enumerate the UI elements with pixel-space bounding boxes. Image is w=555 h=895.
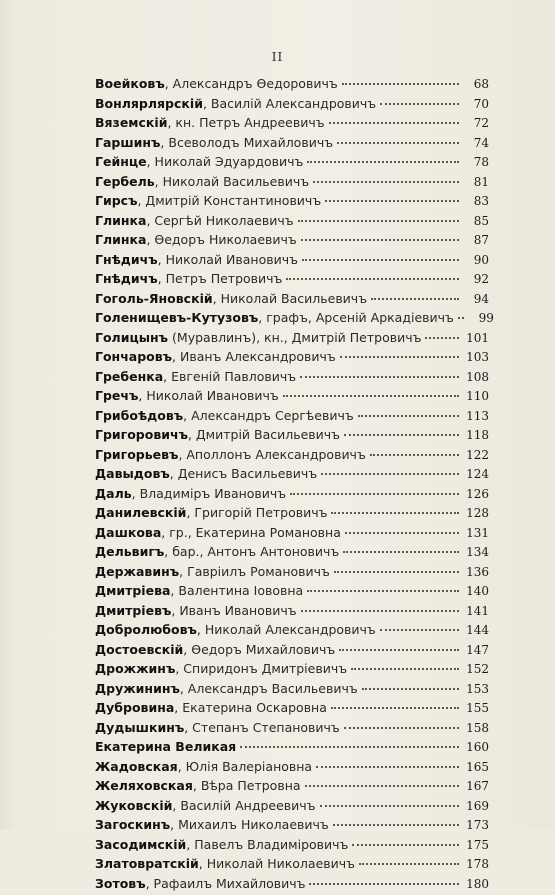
index-list xyxy=(95,76,489,895)
entry-given-name: , Дмитрій Васильевичъ xyxy=(188,427,340,442)
dot-leader xyxy=(358,415,459,417)
dot-leader xyxy=(331,512,459,514)
entry-given-name: , Дмитрій Константиновичъ xyxy=(137,193,321,208)
entry-page-number: 175 xyxy=(463,838,489,852)
index-entry xyxy=(95,759,489,779)
entry-page-number: 118 xyxy=(463,428,489,442)
index-entry xyxy=(95,622,489,642)
entry-given-name: , Василій Александровичъ xyxy=(203,96,376,111)
dot-leader xyxy=(321,473,459,475)
entry-name xyxy=(95,388,279,403)
entry-given-name: , Александръ Сергѣевичъ xyxy=(183,408,354,423)
entry-given-name: , Евгеній Павловичъ xyxy=(163,369,296,384)
entry-given-name: , Денисъ Васильевичъ xyxy=(170,466,317,481)
entry-page-number: 131 xyxy=(463,526,489,540)
entry-page-number: 101 xyxy=(463,331,489,345)
dot-leader xyxy=(298,220,459,222)
entry-page-number: 126 xyxy=(463,487,489,501)
entry-given-name: , Николай Ивановичъ xyxy=(158,252,298,267)
index-entry xyxy=(95,837,489,857)
index-entry xyxy=(95,720,489,740)
dot-leader xyxy=(351,668,459,670)
entry-page-number: 128 xyxy=(463,506,489,520)
dot-leader xyxy=(290,493,459,495)
dot-leader xyxy=(359,863,459,865)
dot-leader xyxy=(343,551,459,553)
dot-leader xyxy=(302,259,459,261)
entry-page-number: 124 xyxy=(463,467,489,481)
dot-leader xyxy=(380,629,459,631)
entry-surname: Дружининъ xyxy=(95,681,180,696)
entry-given-name: , бар., Антонъ Антоновичъ xyxy=(164,544,339,559)
entry-surname: Глинка xyxy=(95,213,146,228)
index-entry xyxy=(95,213,489,233)
entry-surname: Воейковъ xyxy=(95,76,165,91)
index-entry xyxy=(95,447,489,467)
index-entry xyxy=(95,661,489,681)
entry-name xyxy=(95,700,327,715)
entry-surname: Дудышкинъ xyxy=(95,720,184,735)
entry-surname: Златовратскій xyxy=(95,856,199,871)
dot-leader xyxy=(301,610,459,612)
dot-leader xyxy=(339,649,459,651)
entry-page-number: 152 xyxy=(463,662,489,676)
dot-leader xyxy=(325,200,459,202)
entry-page-number: 83 xyxy=(463,194,489,208)
entry-surname: Гречъ xyxy=(95,388,138,403)
index-entry xyxy=(95,798,489,818)
entry-page-number: 147 xyxy=(463,643,489,657)
entry-page-number: 122 xyxy=(463,448,489,462)
entry-name xyxy=(95,135,333,150)
dot-leader xyxy=(283,395,459,397)
entry-name xyxy=(95,642,335,657)
entry-name xyxy=(95,291,367,306)
entry-page-number: 92 xyxy=(463,272,489,286)
entry-name xyxy=(95,681,358,696)
index-entry xyxy=(95,369,489,389)
entry-given-name: , гр., Екатерина Романовна xyxy=(161,525,341,540)
entry-page-number: 178 xyxy=(463,857,489,871)
entry-page-number: 160 xyxy=(463,740,489,754)
entry-page-number: 78 xyxy=(463,155,489,169)
entry-given-name: , Григорій Петровичъ xyxy=(186,505,327,520)
entry-name xyxy=(95,720,340,735)
entry-surname: Гоголь-Яновскій xyxy=(95,291,213,306)
entry-surname: Гербель xyxy=(95,174,155,189)
entry-page-number: 70 xyxy=(463,97,489,111)
entry-surname: Загоскинъ xyxy=(95,817,170,832)
entry-surname: Желяховская xyxy=(95,778,193,793)
index-entry xyxy=(95,193,489,213)
entry-name xyxy=(95,174,309,189)
entry-page-number: 110 xyxy=(463,389,489,403)
entry-surname: Гнѣдичъ xyxy=(95,252,158,267)
dot-leader xyxy=(345,532,459,534)
entry-name xyxy=(95,798,316,813)
entry-surname: Жуковскій xyxy=(95,798,172,813)
dot-leader xyxy=(333,824,459,826)
entry-page-number: 141 xyxy=(463,604,489,618)
entry-name xyxy=(95,564,330,579)
dot-leader xyxy=(342,83,459,85)
entry-name xyxy=(95,330,421,345)
entry-given-name: , Вѣра Петровна xyxy=(193,778,301,793)
dot-leader xyxy=(380,103,459,105)
entry-surname: Вяземскій xyxy=(95,115,167,130)
entry-surname: Дельвигъ xyxy=(95,544,164,559)
entry-page-number: 72 xyxy=(463,116,489,130)
entry-surname: Дмитріевъ xyxy=(95,603,171,618)
entry-name xyxy=(95,369,296,384)
entry-given-name: , Михаилъ Николаевичъ xyxy=(170,817,329,832)
index-entry xyxy=(95,115,489,135)
entry-name xyxy=(95,856,355,871)
dot-leader xyxy=(301,239,459,241)
entry-given-name: , Всеволодъ Михайловичъ xyxy=(160,135,333,150)
entry-surname: Давыдовъ xyxy=(95,466,170,481)
entry-page-number: 94 xyxy=(463,292,489,306)
index-entry xyxy=(95,505,489,525)
index-entry xyxy=(95,427,489,447)
entry-page-number: 99 xyxy=(468,311,494,325)
entry-page-number: 113 xyxy=(463,409,489,423)
dot-leader xyxy=(286,278,459,280)
index-entry xyxy=(95,252,489,272)
entry-surname: Дрожжинъ xyxy=(95,661,175,676)
dot-leader xyxy=(313,181,459,183)
entry-given-name: , Рафаилъ Михайловичъ xyxy=(146,876,306,891)
entry-page-number: 136 xyxy=(463,565,489,579)
dot-leader xyxy=(362,688,459,690)
entry-given-name: , Валентина Іововна xyxy=(170,583,303,598)
dot-leader xyxy=(340,356,459,358)
entry-page-number: 108 xyxy=(463,370,489,384)
entry-name xyxy=(95,486,286,501)
entry-given-name: , Николай Ивановичъ xyxy=(138,388,278,403)
dot-leader xyxy=(425,337,459,339)
entry-name xyxy=(95,525,341,540)
index-entry xyxy=(95,466,489,486)
dot-leader xyxy=(344,434,459,436)
entry-name xyxy=(95,252,298,267)
entry-name xyxy=(95,447,366,462)
entry-surname: Добролюбовъ xyxy=(95,622,197,637)
index-entry xyxy=(95,232,489,252)
index-entry xyxy=(95,876,489,895)
entry-name xyxy=(95,778,301,793)
entry-given-name: , Александръ Васильевичъ xyxy=(180,681,358,696)
entry-name xyxy=(95,213,294,228)
entry-page-number: 85 xyxy=(463,214,489,228)
entry-given-name: , Василій Андреевичъ xyxy=(172,798,315,813)
entry-page-number: 165 xyxy=(463,760,489,774)
entry-name xyxy=(95,603,297,618)
entry-page-number: 103 xyxy=(463,350,489,364)
index-entry xyxy=(95,330,489,350)
entry-given-name: , Иванъ Александровичъ xyxy=(172,349,336,364)
entry-surname: Зотовъ xyxy=(95,876,146,891)
entry-surname: Гребенка xyxy=(95,369,163,384)
entry-given-name: , кн. Петръ Андреевичъ xyxy=(167,115,324,130)
dot-leader xyxy=(240,746,459,748)
entry-name xyxy=(95,583,303,598)
entry-surname: Жадовская xyxy=(95,759,178,774)
index-entry xyxy=(95,96,489,116)
entry-surname: Гнѣдичъ xyxy=(95,271,158,286)
index-entry xyxy=(95,271,489,291)
index-entry xyxy=(95,739,489,759)
entry-page-number: 169 xyxy=(463,799,489,813)
entry-given-name: (Муравлинъ), кн., Дмитрій Петровичъ xyxy=(168,330,421,345)
dot-leader xyxy=(370,454,459,456)
entry-surname: Глинка xyxy=(95,232,146,247)
dot-leader xyxy=(305,785,459,787)
index-entry xyxy=(95,310,489,330)
entry-name xyxy=(95,193,321,208)
entry-surname: Григорьевъ xyxy=(95,447,178,462)
entry-page-number: 81 xyxy=(463,175,489,189)
index-entry xyxy=(95,564,489,584)
dot-leader xyxy=(331,707,459,709)
entry-given-name: , Николай Эдуардовичъ xyxy=(147,154,304,169)
entry-page-number: 68 xyxy=(463,77,489,91)
entry-name xyxy=(95,544,339,559)
entry-given-name: , графъ, Арсеній Аркадіевичъ xyxy=(258,310,454,325)
entry-name xyxy=(95,408,354,423)
entry-page-number: 140 xyxy=(463,584,489,598)
dot-leader xyxy=(352,844,459,846)
entry-surname: Дмитріева xyxy=(95,583,170,598)
entry-name xyxy=(95,759,312,774)
entry-surname: Гейнце xyxy=(95,154,147,169)
index-entry xyxy=(95,583,489,603)
dot-leader xyxy=(334,571,459,573)
index-entry xyxy=(95,291,489,311)
entry-given-name: , Иванъ Ивановичъ xyxy=(171,603,296,618)
entry-page-number: 90 xyxy=(463,253,489,267)
entry-surname: Достоевскій xyxy=(95,642,183,657)
dot-leader xyxy=(316,766,459,768)
index-entry xyxy=(95,154,489,174)
index-entry xyxy=(95,486,489,506)
entry-surname: Дашкова xyxy=(95,525,161,540)
entry-name xyxy=(95,310,454,325)
entry-given-name: , Николай Васильевичъ xyxy=(155,174,309,189)
entry-name xyxy=(95,739,236,754)
entry-page-number: 180 xyxy=(463,877,489,891)
entry-given-name: , Николай Николаевичъ xyxy=(199,856,355,871)
index-entry xyxy=(95,700,489,720)
entry-given-name: , Петръ Петровичъ xyxy=(158,271,283,286)
index-entry xyxy=(95,525,489,545)
entry-name xyxy=(95,232,297,247)
entry-name xyxy=(95,271,282,286)
index-entry xyxy=(95,135,489,155)
index-entry xyxy=(95,817,489,837)
entry-given-name: , Николай Васильевичъ xyxy=(213,291,367,306)
entry-name xyxy=(95,876,305,891)
entry-surname: Вонлярлярскій xyxy=(95,96,203,111)
entry-surname: Григоровичъ xyxy=(95,427,188,442)
entry-name xyxy=(95,466,317,481)
index-entry xyxy=(95,76,489,96)
index-entry xyxy=(95,174,489,194)
dot-leader xyxy=(371,298,459,300)
dot-leader xyxy=(458,317,464,319)
entry-given-name: , Александръ Ѳедоровичъ xyxy=(165,76,338,91)
entry-surname: Голицынъ xyxy=(95,330,168,345)
entry-name xyxy=(95,349,336,364)
index-entry xyxy=(95,544,489,564)
entry-surname: Даль xyxy=(95,486,132,501)
entry-page-number: 74 xyxy=(463,136,489,150)
entry-surname: Дубровина xyxy=(95,700,174,715)
entry-given-name: , Николай Александровичъ xyxy=(197,622,376,637)
entry-surname: Гирсъ xyxy=(95,193,137,208)
entry-surname: Екатерина Великая xyxy=(95,739,236,754)
entry-name xyxy=(95,76,338,91)
entry-name xyxy=(95,96,376,111)
dot-leader xyxy=(307,161,459,163)
entry-surname: Державинъ xyxy=(95,564,179,579)
entry-page-number: 144 xyxy=(463,623,489,637)
entry-given-name: , Спиридонъ Дмитріевичъ xyxy=(175,661,347,676)
entry-page-number: 173 xyxy=(463,818,489,832)
index-entry xyxy=(95,603,489,623)
entry-given-name: , Владиміръ Ивановичъ xyxy=(132,486,287,501)
entry-given-name: , Сергѣй Николаевичъ xyxy=(146,213,293,228)
entry-page-number: 158 xyxy=(463,721,489,735)
entry-surname: Голенищевъ-Кутузовъ xyxy=(95,310,258,325)
index-entry xyxy=(95,778,489,798)
entry-surname: Гончаровъ xyxy=(95,349,172,364)
entry-name xyxy=(95,837,348,852)
entry-name xyxy=(95,427,340,442)
entry-name xyxy=(95,622,376,637)
dot-leader xyxy=(320,805,459,807)
entry-name xyxy=(95,505,327,520)
index-entry xyxy=(95,388,489,408)
entry-given-name: , Ѳедоръ Михайловичъ xyxy=(183,642,335,657)
index-entry xyxy=(95,856,489,876)
entry-surname: Засодимскій xyxy=(95,837,186,852)
entry-name xyxy=(95,115,325,130)
entry-page-number: 153 xyxy=(463,682,489,696)
index-entry xyxy=(95,408,489,428)
dot-leader xyxy=(344,727,459,729)
entry-given-name: , Степанъ Степановичъ xyxy=(184,720,340,735)
dot-leader xyxy=(309,883,459,885)
entry-name xyxy=(95,661,347,676)
page-number: II xyxy=(0,50,555,64)
dot-leader xyxy=(337,142,459,144)
dot-leader xyxy=(307,590,459,592)
entry-given-name: , Гавріилъ Романовичъ xyxy=(179,564,330,579)
index-entry xyxy=(95,642,489,662)
entry-given-name: , Аполлонъ Александровичъ xyxy=(178,447,365,462)
entry-given-name: , Екатерина Оскаровна xyxy=(174,700,327,715)
entry-surname: Грибоѣдовъ xyxy=(95,408,183,423)
entry-given-name: , Ѳедоръ Николаевичъ xyxy=(146,232,296,247)
entry-surname: Гаршинъ xyxy=(95,135,160,150)
entry-page-number: 155 xyxy=(463,701,489,715)
entry-page-number: 134 xyxy=(463,545,489,559)
entry-name xyxy=(95,154,303,169)
entry-page-number: 87 xyxy=(463,233,489,247)
dot-leader xyxy=(329,122,459,124)
entry-given-name: , Юлія Валеріановна xyxy=(178,759,312,774)
dot-leader xyxy=(300,376,459,378)
entry-given-name: , Павелъ Владиміровичъ xyxy=(186,837,348,852)
entry-page-number: 167 xyxy=(463,779,489,793)
entry-surname: Данилевскій xyxy=(95,505,186,520)
index-entry xyxy=(95,349,489,369)
index-entry xyxy=(95,681,489,701)
